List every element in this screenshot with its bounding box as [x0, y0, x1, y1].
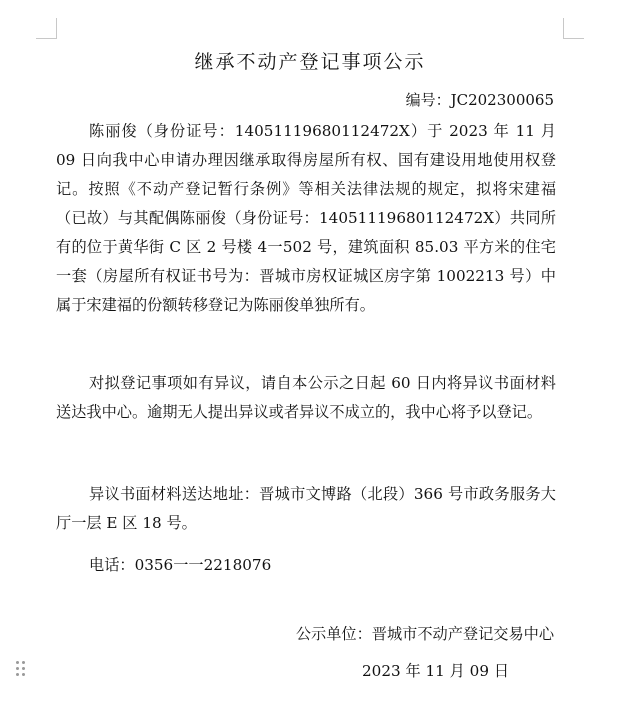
- drag-handle-dot: [16, 673, 19, 676]
- drag-handle-dot: [16, 661, 19, 664]
- drag-handle-icon[interactable]: [16, 661, 26, 677]
- drag-handle-dot: [16, 667, 19, 670]
- drag-handle-dot: [22, 661, 25, 664]
- document-number: 编号：JC202300065: [405, 91, 554, 109]
- document-title: 继承不动产登记事项公示: [194, 51, 426, 73]
- signature-date: 2023 年 11 月 09 日: [362, 662, 510, 680]
- page-corner-mark-top-right: [563, 18, 584, 39]
- paragraph-phone: 电话：0356一一2218076: [89, 556, 272, 574]
- paragraph-application: 陈丽俊（身份证号：14051119680112472X）于 2023 年 11 月 09 日向我中心申请办理因继承取得房屋所有权、国有建设用地使用权登记。按照《不动产登记暂行条例》等相关法律法规的规定，拟将宋建福（已故）与其配偶陈丽俊（身份证号：14051119680112472X）共同所有的位于黄华街 C 区 2 号楼 4一502 号，建筑面积 85.03 平方米的住宅一套（房屋所有权证书号为：晋城市房权证城区房字第 1002213 号）中属于宋建福的份额转移登记为陈丽俊单独所有。: [56, 122, 556, 314]
- drag-handle-dot: [22, 673, 25, 676]
- page-corner-mark-top-left: [36, 18, 57, 39]
- paragraph-objection-address: 异议书面材料送达地址：晋城市文博路（北段）366 号市政务服务大厅一层 E 区 18 号。: [56, 485, 556, 532]
- paragraph-objection-notice: 对拟登记事项如有异议，请自本公示之日起 60 日内将异议书面材料送达我中心。逾期无人提出异议或者异议不成立的，我中心将予以登记。: [56, 374, 556, 421]
- drag-handle-dot: [22, 667, 25, 670]
- signature-unit: 公示单位：晋城市不动产登记交易中心: [295, 625, 554, 643]
